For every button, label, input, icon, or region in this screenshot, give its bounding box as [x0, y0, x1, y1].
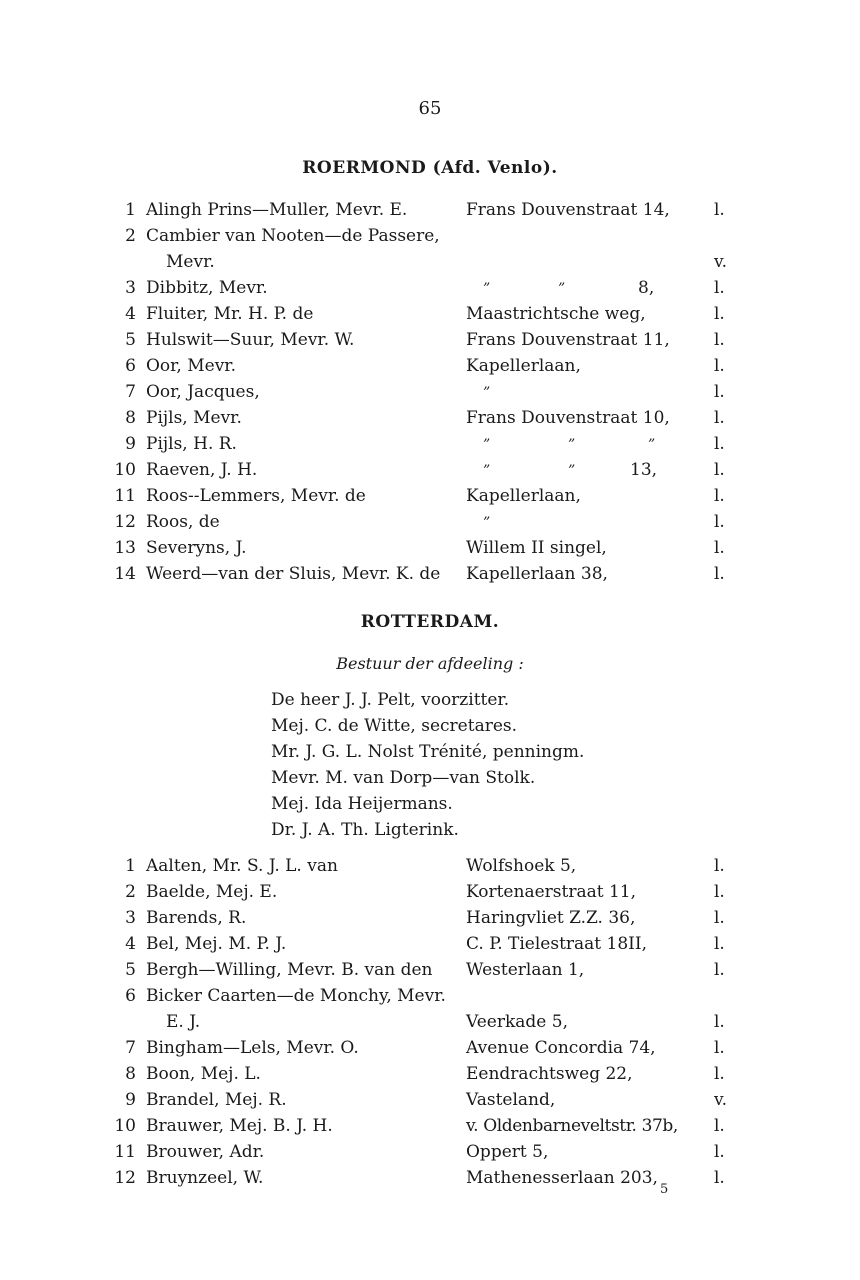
entry-address: 13,	[630, 460, 658, 480]
entry-number: 9	[125, 434, 136, 454]
entry-address: Haringvliet Z.Z. 36,	[466, 908, 636, 928]
bestuur-member: Mr. J. G. L. Nolst Trénité, penningm.	[271, 742, 585, 762]
entry-status: l.	[714, 200, 725, 220]
list-item	[0, 882, 860, 907]
entry-address: Eendrachtsweg 22,	[466, 1064, 633, 1084]
entry-status: l.	[714, 882, 725, 902]
entry-number: 6	[125, 356, 136, 376]
entry-status: l.	[714, 330, 725, 350]
entry-number: 3	[125, 278, 136, 298]
entry-name: Mevr.	[166, 252, 215, 272]
entry-status: l.	[714, 908, 725, 928]
entry-status: l.	[714, 1168, 725, 1188]
list-item	[0, 856, 860, 881]
entry-status: l.	[714, 1038, 725, 1058]
list-item	[0, 1038, 860, 1063]
entry-status: l.	[714, 934, 725, 954]
entry-status: v.	[714, 1090, 727, 1110]
list-item	[0, 1116, 860, 1141]
ditto-mark: ”	[568, 437, 576, 453]
ditto-mark: ”	[483, 437, 491, 453]
list-item	[0, 1168, 860, 1193]
entry-number: 11	[114, 1142, 136, 1162]
list-item	[0, 434, 860, 459]
list-item	[0, 200, 860, 225]
entry-name: Cambier van Nooten—de Passere,	[146, 226, 440, 246]
list-item	[0, 330, 860, 355]
entry-address: Westerlaan 1,	[466, 960, 585, 980]
entry-address: Frans Douvenstraat 10,	[466, 408, 670, 428]
list-item	[0, 356, 860, 381]
bestuur-member: Mej. Ida Heijermans.	[271, 794, 453, 814]
entry-name: Pijls, H. R.	[146, 434, 237, 454]
list-item	[0, 1090, 860, 1115]
entry-name: Alingh Prins—Muller, Mevr. E.	[146, 200, 408, 220]
entry-name: Severyns, J.	[146, 538, 247, 558]
entry-number: 3	[125, 908, 136, 928]
list-item	[0, 512, 860, 537]
entry-name: Baelde, Mej. E.	[146, 882, 278, 902]
entry-number: 4	[125, 304, 136, 324]
list-item	[0, 226, 860, 251]
entry-address: Oppert 5,	[466, 1142, 549, 1162]
entry-name: Aalten, Mr. S. J. L. van	[146, 856, 338, 876]
entry-name: E. J.	[166, 1012, 201, 1032]
list-item	[0, 304, 860, 329]
entry-name: Brandel, Mej. R.	[146, 1090, 287, 1110]
entry-status: l.	[714, 1064, 725, 1084]
entry-name: Weerd—van der Sluis, Mevr. K. de	[146, 564, 441, 584]
entry-address: Veerkade 5,	[466, 1012, 568, 1032]
entry-name: Bel, Mej. M. P. J.	[146, 934, 287, 954]
entry-address: Maastrichtsche weg,	[466, 304, 646, 324]
entry-number: 1	[125, 200, 136, 220]
list-item	[0, 1012, 860, 1037]
entry-status: l.	[714, 460, 725, 480]
entry-address: C. P. Tielestraat 18II,	[466, 934, 647, 954]
entry-address: v. Oldenbarneveltstr. 37b,	[466, 1116, 678, 1136]
entry-address: Wolfshoek 5,	[466, 856, 577, 876]
list-item	[0, 252, 860, 277]
entry-address: Avenue Concordia 74,	[466, 1038, 656, 1058]
list-item	[0, 564, 860, 589]
ditto-mark: ”	[483, 463, 491, 479]
list-item	[0, 278, 860, 303]
entry-name: Raeven, J. H.	[146, 460, 258, 480]
bestuur-member: Dr. J. A. Th. Ligterink.	[271, 820, 459, 840]
entry-name: Dibbitz, Mevr.	[146, 278, 268, 298]
ditto-mark: ”	[483, 281, 491, 297]
entry-number: 12	[114, 512, 136, 532]
entry-address: Frans Douvenstraat 14,	[466, 200, 670, 220]
list-item	[0, 1142, 860, 1167]
entry-number: 7	[125, 382, 136, 402]
entry-name: Brouwer, Adr.	[146, 1142, 265, 1162]
entry-address: Kapellerlaan,	[466, 486, 581, 506]
entry-status: l.	[714, 278, 725, 298]
entry-status: l.	[714, 538, 725, 558]
entry-number: 10	[114, 1116, 136, 1136]
entry-name: Barends, R.	[146, 908, 247, 928]
entry-address: Kapellerlaan 38,	[466, 564, 608, 584]
entry-address: Kortenaerstraat 11,	[466, 882, 636, 902]
list-item	[0, 460, 860, 485]
ditto-mark: ”	[483, 515, 491, 531]
entry-name: Bingham—Lels, Mevr. O.	[146, 1038, 359, 1058]
entry-number: 5	[125, 330, 136, 350]
entry-number: 12	[114, 1168, 136, 1188]
list-item	[0, 986, 860, 1011]
ditto-mark: ”	[558, 281, 566, 297]
list-item	[0, 486, 860, 511]
bestuur-member: De heer J. J. Pelt, voorzitter.	[271, 690, 510, 710]
entry-address: Vasteland,	[466, 1090, 556, 1110]
entry-number: 13	[114, 538, 136, 558]
entry-number: 10	[114, 460, 136, 480]
entry-status: l.	[714, 304, 725, 324]
list-item	[0, 960, 860, 985]
entry-number: 2	[125, 226, 136, 246]
page-number: 65	[418, 98, 442, 119]
entry-status: l.	[714, 356, 725, 376]
ditto-mark: ”	[483, 385, 491, 401]
section-title-roermond: ROERMOND (Afd. Venlo).	[302, 158, 558, 178]
entry-number: 11	[114, 486, 136, 506]
entry-number: 14	[114, 564, 136, 584]
entry-name: Hulswit—Suur, Mevr. W.	[146, 330, 355, 350]
entry-status: l.	[714, 382, 725, 402]
section-title-rotterdam: ROTTERDAM.	[360, 612, 500, 632]
ditto-mark: ”	[648, 437, 656, 453]
entry-address: 8,	[638, 278, 655, 298]
entry-address: Kapellerlaan,	[466, 356, 581, 376]
entry-number: 4	[125, 934, 136, 954]
entry-name: Oor, Jacques,	[146, 382, 260, 402]
bestuur-member: Mej. C. de Witte, secretares.	[271, 716, 518, 736]
entry-address: Mathenesserlaan 203,	[466, 1168, 658, 1188]
entry-address: Willem II singel,	[466, 538, 607, 558]
list-item	[0, 934, 860, 959]
entry-number: 8	[125, 408, 136, 428]
ditto-mark: ”	[568, 463, 576, 479]
entry-status: l.	[714, 434, 725, 454]
entry-status: l.	[714, 512, 725, 532]
entry-status: l.	[714, 1012, 725, 1032]
entry-status: l.	[714, 486, 725, 506]
entry-name: Bruynzeel, W.	[146, 1168, 264, 1188]
entry-name: Oor, Mevr.	[146, 356, 236, 376]
entry-number: 6	[125, 986, 136, 1006]
entry-number: 7	[125, 1038, 136, 1058]
entry-name: Roos, de	[146, 512, 220, 532]
bestuur-member: Mevr. M. van Dorp—van Stolk.	[271, 768, 536, 788]
entry-name: Roos--Lemmers, Mevr. de	[146, 486, 366, 506]
entry-number: 8	[125, 1064, 136, 1084]
entry-number: 2	[125, 882, 136, 902]
entry-status: l.	[714, 1142, 725, 1162]
entry-number: 5	[125, 960, 136, 980]
entry-name: Fluiter, Mr. H. P. de	[146, 304, 314, 324]
entry-name: Bergh—Willing, Mevr. B. van den	[146, 960, 433, 980]
entry-status: l.	[714, 408, 725, 428]
entry-status: v.	[714, 252, 727, 272]
entry-name: Bicker Caarten—de Monchy, Mevr.	[146, 986, 446, 1006]
list-item	[0, 538, 860, 563]
entry-address: Frans Douvenstraat 11,	[466, 330, 670, 350]
entry-name: Pijls, Mevr.	[146, 408, 242, 428]
list-item	[0, 1064, 860, 1089]
bestuur-heading: Bestuur der afdeeling :	[336, 654, 524, 673]
footer-signature-mark: 5	[660, 1182, 669, 1197]
entry-status: l.	[714, 960, 725, 980]
list-item	[0, 408, 860, 433]
list-item	[0, 382, 860, 407]
entry-number: 1	[125, 856, 136, 876]
entry-status: l.	[714, 564, 725, 584]
list-item	[0, 908, 860, 933]
entry-name: Boon, Mej. L.	[146, 1064, 261, 1084]
entry-status: l.	[714, 856, 725, 876]
entry-name: Brauwer, Mej. B. J. H.	[146, 1116, 333, 1136]
entry-number: 9	[125, 1090, 136, 1110]
entry-status: l.	[714, 1116, 725, 1136]
